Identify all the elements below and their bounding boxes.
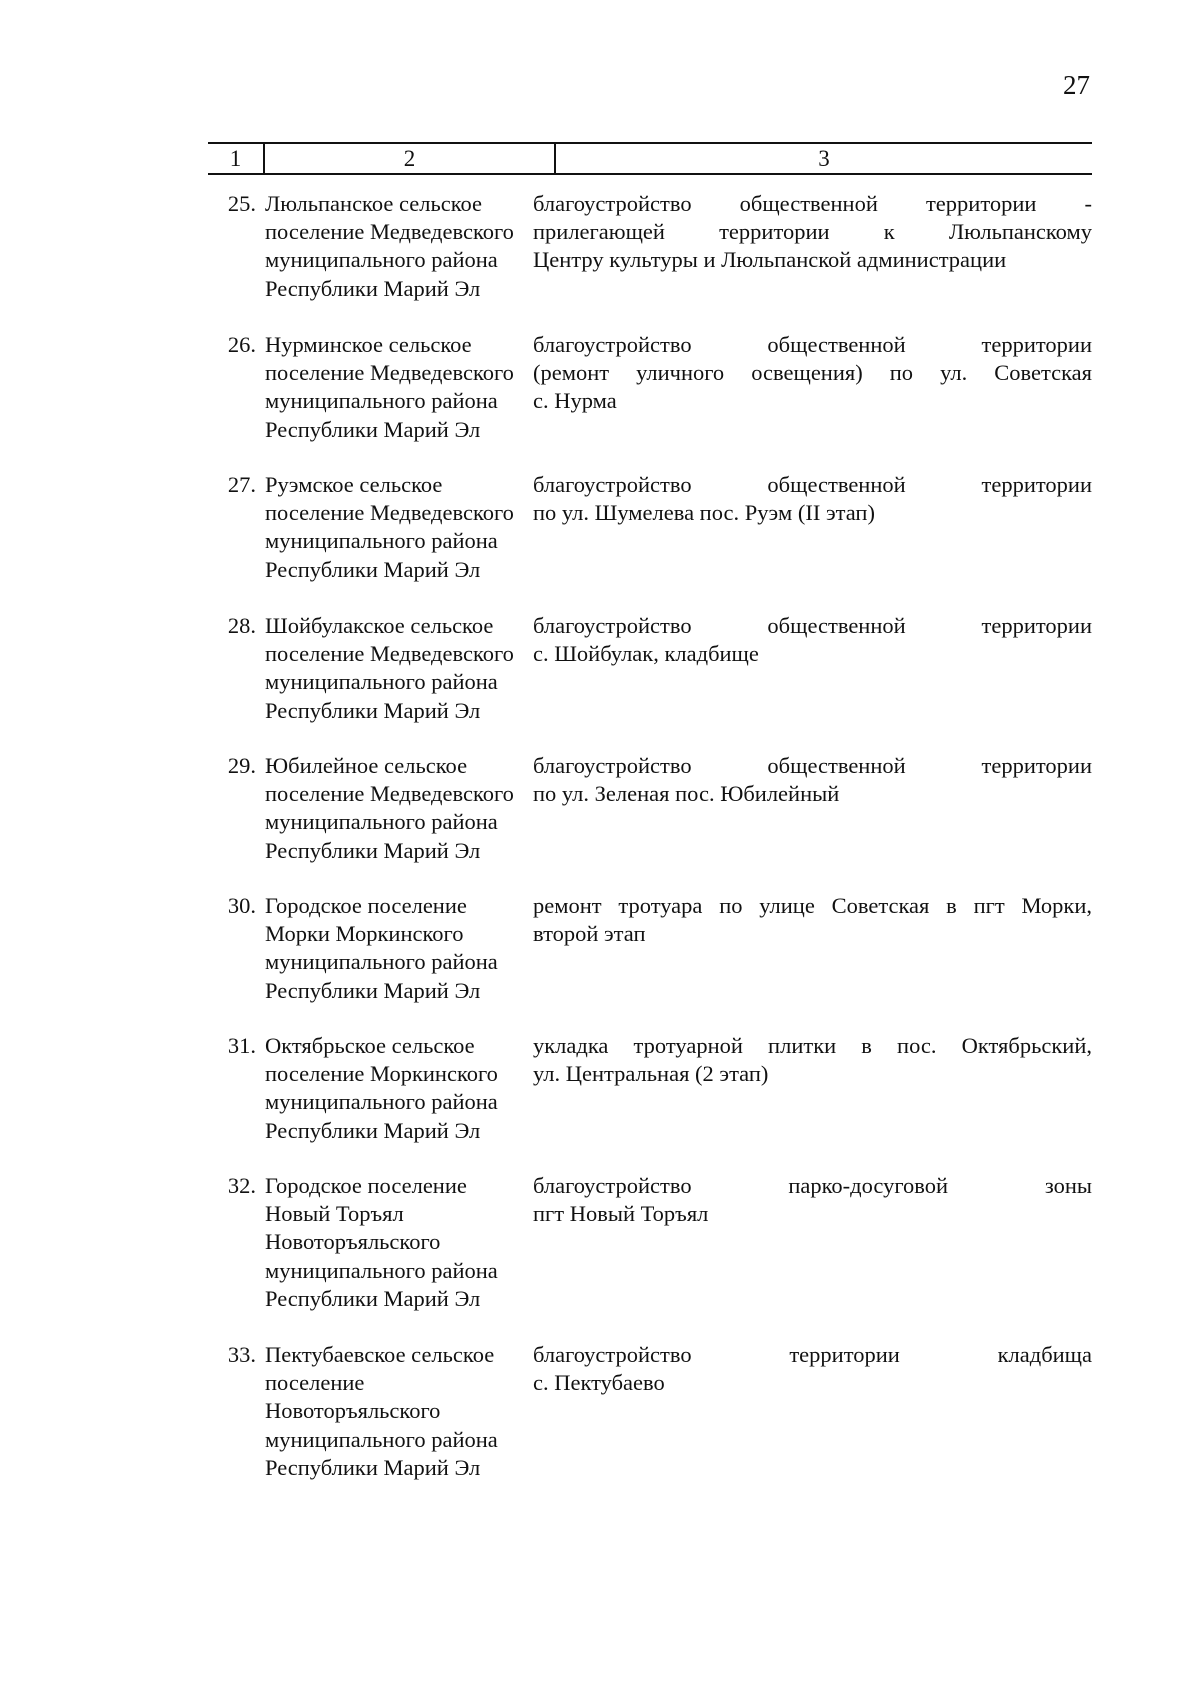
project-description-line: благоустройство общественной территории [533, 753, 1092, 778]
row-number: 26. [227, 332, 256, 357]
page-number: 27 [1063, 70, 1090, 100]
table-header [208, 142, 1092, 175]
row-number: 25. [227, 191, 256, 216]
settlement-name [265, 190, 533, 303]
project-description [533, 612, 1092, 725]
settlement-name-line: Республики Марий Эл [265, 1285, 481, 1311]
settlement-name-line: Морки Моркинского [265, 921, 464, 947]
project-description-line: благоустройство общественной территории [533, 332, 1092, 357]
settlement-name-line: Новоторъяльского [265, 1229, 441, 1255]
settlement-name-line: Люльпанское сельское [265, 191, 483, 216]
settlement-name-line: поселение Медведевского [265, 360, 514, 386]
project-description-line: второй этап [533, 921, 646, 947]
settlement-name [265, 1172, 533, 1313]
header-col-2: 2 [265, 144, 556, 173]
settlement-name-line: муниципального района [265, 1089, 498, 1115]
table-row [208, 471, 1092, 584]
header-col-1: 1 [208, 144, 265, 173]
project-description-line: ремонт тротуара по улице Советская в пгт Морки, [533, 893, 1092, 918]
settlement-name-line: муниципального района [265, 1257, 498, 1283]
settlement-name-line: Республики Марий Эл [265, 1117, 481, 1143]
settlement-name [265, 1032, 533, 1145]
row-number: 33. [227, 1342, 256, 1367]
row-number: 31. [227, 1033, 256, 1058]
project-description-line: благоустройство территории кладбища [533, 1342, 1092, 1367]
row-number: 30. [227, 893, 256, 918]
settlement-name [265, 752, 533, 865]
project-description-line: благоустройство общественной территории [533, 472, 1092, 497]
table-row [208, 752, 1092, 865]
table-row [208, 331, 1092, 444]
settlement-name-line: Республики Марий Эл [265, 416, 481, 442]
settlement-name-line: муниципального района [265, 1426, 498, 1452]
settlement-name-line: Городское поселение [265, 893, 467, 918]
settlement-name-line: Шойбулакское сельское [265, 613, 494, 638]
settlement-name-line: Нурминское сельское [265, 332, 472, 357]
settlement-name [265, 892, 533, 1005]
project-description-line: по ул. Зеленая пос. Юбилейный [533, 781, 840, 807]
settlement-name-line: муниципального района [265, 809, 498, 835]
settlement-name-line: Республики Марий Эл [265, 275, 481, 301]
settlement-name [265, 1341, 533, 1482]
settlement-name-line: муниципального района [265, 528, 498, 554]
table-row [208, 1032, 1092, 1145]
settlement-name-line: Юбилейное сельское [265, 753, 468, 778]
project-description-line: с. Шойбулак, кладбище [533, 641, 759, 667]
settlement-name-line: Республики Марий Эл [265, 556, 481, 582]
settlement-name-line: Республики Марий Эл [265, 977, 481, 1003]
settlement-name [265, 471, 533, 584]
project-description [533, 190, 1092, 303]
project-description-line: укладка тротуарной плитки в пос. Октябрьский, [533, 1033, 1092, 1058]
row-number: 32. [227, 1173, 256, 1198]
settlement-name-line: Городское поселение [265, 1173, 467, 1198]
project-description [533, 1172, 1092, 1313]
settlement-name [265, 612, 533, 725]
project-description [533, 471, 1092, 584]
project-description-line: с. Нурма [533, 388, 617, 414]
project-description-line: прилегающей территории к Люльпанскому [533, 219, 1092, 245]
settlement-name [265, 331, 533, 444]
header-col-3: 3 [818, 145, 830, 171]
project-description [533, 1032, 1092, 1145]
project-description-line: благоустройство общественной территории [533, 613, 1092, 638]
settlement-name-line: Руэмское сельское [265, 472, 443, 497]
settlement-name-line: поселение Моркинского [265, 1061, 498, 1087]
settlement-name-line: Республики Марий Эл [265, 837, 481, 863]
table-row [208, 1172, 1092, 1313]
settlement-name-line: муниципального района [265, 388, 498, 414]
settlement-name-line: поселение [265, 1370, 365, 1396]
settlement-name-line: поселение Медведевского [265, 781, 514, 807]
settlement-name-line: поселение Медведевского [265, 641, 514, 667]
project-description [533, 892, 1092, 1005]
project-description-line: Центру культуры и Люльпанской администрации [533, 247, 1007, 273]
settlement-name-line: Новый Торъял [265, 1201, 404, 1227]
project-description [533, 752, 1092, 865]
table-row [208, 1341, 1092, 1482]
settlement-name-line: муниципального района [265, 949, 498, 975]
project-description [533, 331, 1092, 444]
settlement-name-line: Пектубаевское сельское [265, 1342, 495, 1367]
table-row [208, 612, 1092, 725]
table-row [208, 892, 1092, 1005]
settlement-name-line: Республики Марий Эл [265, 697, 481, 723]
project-description-line: (ремонт уличного освещения) по ул. Советская [533, 360, 1092, 386]
settlement-name-line: поселение Медведевского [265, 500, 514, 526]
settlement-name-line: Республики Марий Эл [265, 1454, 481, 1480]
project-description-line: с. Пектубаево [533, 1370, 665, 1396]
project-description-line: благоустройство общественной территории - [533, 191, 1092, 216]
project-description-line: пгт Новый Торъял [533, 1201, 709, 1227]
project-description-line: ул. Центральная (2 этап) [533, 1061, 769, 1087]
settlement-name-line: Новоторъяльского [265, 1398, 441, 1424]
settlement-name-line: Октябрьское сельское [265, 1033, 475, 1058]
table-row [208, 190, 1092, 303]
project-description-line: благоустройство парко-досуговой зоны [533, 1173, 1092, 1198]
settlement-name-line: поселение Медведевского [265, 219, 514, 245]
row-number: 29. [227, 753, 256, 778]
project-description [533, 1341, 1092, 1482]
settlement-name-line: муниципального района [265, 669, 498, 695]
settlement-name-line: муниципального района [265, 247, 498, 273]
row-number: 27. [227, 472, 256, 497]
row-number: 28. [227, 613, 256, 638]
project-description-line: по ул. Шумелева пос. Руэм (II этап) [533, 500, 875, 526]
